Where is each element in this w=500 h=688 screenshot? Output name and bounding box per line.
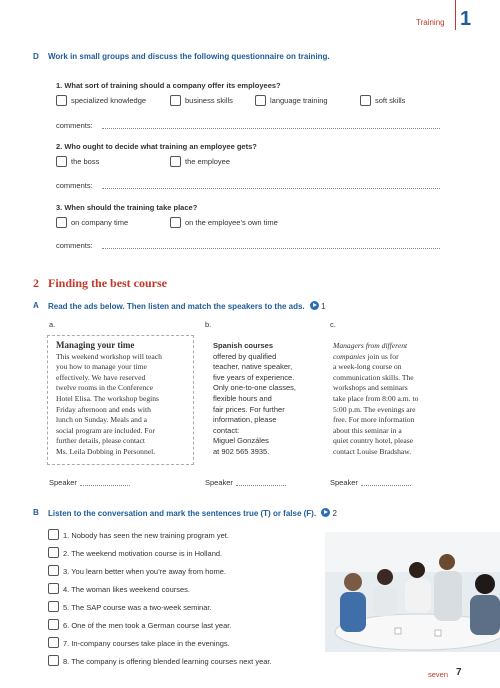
statement-8: 8. The company is offering blended learning courses next year. bbox=[63, 657, 272, 666]
section-title: Finding the best course bbox=[48, 276, 168, 290]
ad-a-line: effectively. We have reserved bbox=[56, 372, 146, 382]
exercise-d-letter: D bbox=[33, 52, 39, 61]
ad-c-title-word: companies bbox=[333, 351, 366, 361]
ad-c-line: communication skills. The bbox=[333, 372, 414, 382]
statement-5: 5. The SAP course was a two-week seminar. bbox=[63, 603, 212, 612]
section-header-title: Training bbox=[416, 18, 445, 27]
tf-checkbox-2[interactable] bbox=[48, 547, 59, 558]
footer-page-word: seven bbox=[428, 670, 449, 679]
meeting-photo bbox=[325, 532, 500, 652]
ad-b-line: at 902 565 3935. bbox=[213, 446, 270, 456]
speaker-answer-a[interactable] bbox=[80, 485, 130, 486]
statement-6: 6. One of the men took a German course last year. bbox=[63, 621, 232, 630]
comments-line-2[interactable] bbox=[102, 188, 440, 189]
ad-c-line: workshops and seminars bbox=[333, 383, 408, 393]
track-number: 2 bbox=[332, 509, 337, 518]
tf-checkbox-4[interactable] bbox=[48, 583, 59, 594]
ad-b-line: five years of experience. bbox=[213, 372, 295, 382]
ad-label-b: b. bbox=[205, 320, 212, 329]
ad-c-line: a week-long course on bbox=[333, 362, 402, 372]
option-label: the employee bbox=[185, 157, 231, 166]
tf-checkbox-7[interactable] bbox=[48, 637, 59, 648]
ad-a-line: lunch on Sunday. Meals and a bbox=[56, 415, 148, 425]
option-label: the boss bbox=[71, 157, 100, 166]
statement-2: 2. The weekend motivation course is in Holland. bbox=[63, 549, 223, 558]
option-label: language training bbox=[270, 96, 328, 105]
ad-c bbox=[333, 341, 473, 458]
tf-checkbox-6[interactable] bbox=[48, 619, 59, 630]
tf-checkbox-8[interactable] bbox=[48, 655, 59, 666]
ad-a bbox=[56, 340, 196, 458]
comments-line-3[interactable] bbox=[102, 248, 440, 249]
ad-b-line: Miguel Gonzáles bbox=[213, 436, 269, 446]
ad-a-title: Managing your time bbox=[56, 340, 135, 350]
ad-c-line: free. For more information bbox=[333, 415, 415, 425]
statement-3: 3. You learn better when you’re away from home. bbox=[63, 567, 227, 576]
checkbox-language-training[interactable] bbox=[255, 95, 266, 106]
ad-a-line: Friday afternoon and ends with bbox=[56, 404, 151, 414]
ad-b-line: information, please bbox=[213, 415, 277, 425]
ad-c-line: take place from 8:00 a.m. to bbox=[333, 393, 419, 403]
ad-b-line: Only one-to-one classes, bbox=[213, 383, 296, 393]
ad-b-line: teacher, native speaker, bbox=[213, 362, 293, 372]
checkbox-specialized-knowledge[interactable] bbox=[56, 95, 67, 106]
tf-checkbox-3[interactable] bbox=[48, 565, 59, 576]
speaker-label-b: Speaker bbox=[205, 478, 233, 487]
meeting-photo-illustration bbox=[325, 532, 500, 652]
ad-a-line: Ms. Leila Dobbing in Personnel. bbox=[56, 446, 156, 456]
ad-a-line: Hotel Elisa. The workshop begins bbox=[56, 393, 159, 403]
speaker-answer-c[interactable] bbox=[361, 485, 411, 486]
exercise-b-letter: B bbox=[33, 508, 39, 517]
speaker-label-a: Speaker bbox=[49, 478, 77, 487]
comments-line-1[interactable] bbox=[102, 128, 440, 129]
ad-c-line: 5:00 p.m. The evenings are bbox=[333, 404, 416, 414]
question-3: 3. When should the training take place? bbox=[56, 203, 198, 212]
ad-a-line: further details, please contact bbox=[56, 436, 145, 446]
option-label: on the employee’s own time bbox=[185, 218, 278, 227]
footer-page-number: 7 bbox=[456, 667, 462, 678]
section-number: 2 bbox=[33, 276, 39, 290]
unit-number: 1 bbox=[460, 8, 472, 30]
ad-c-title-2 bbox=[333, 352, 473, 363]
speaker-label-c: Speaker bbox=[330, 478, 358, 487]
ad-c-line: about this seminar in a bbox=[333, 425, 402, 435]
comments-label: comments: bbox=[56, 121, 93, 130]
ad-b bbox=[213, 341, 323, 458]
checkbox-the-employee[interactable] bbox=[170, 156, 181, 167]
question-2: 2. Who ought to decide what training an employee gets? bbox=[56, 142, 257, 151]
audio-play-icon[interactable] bbox=[321, 508, 330, 517]
checkbox-the-boss[interactable] bbox=[56, 156, 67, 167]
ad-b-line: flexible hours and bbox=[213, 393, 272, 403]
ad-a-line: social program are included. For bbox=[56, 425, 155, 435]
exercise-a-instruction bbox=[48, 301, 326, 311]
question-1: 1. What sort of training should a company offer its employees? bbox=[56, 81, 281, 90]
audio-play-icon[interactable] bbox=[310, 301, 319, 310]
ad-b-line: contact: bbox=[213, 425, 240, 435]
checkbox-own-time[interactable] bbox=[170, 217, 181, 228]
exercise-a-text: Read the ads below. Then listen and match the speakers to the ads. bbox=[48, 302, 305, 311]
checkbox-company-time[interactable] bbox=[56, 217, 67, 228]
ad-b-line: fair prices. For further bbox=[213, 404, 285, 414]
ad-a-line: twelve rooms in the Conference bbox=[56, 383, 153, 393]
comments-label: comments: bbox=[56, 181, 93, 190]
speaker-answer-b[interactable] bbox=[236, 485, 286, 486]
statement-4: 4. The woman likes weekend courses. bbox=[63, 585, 191, 594]
ad-label-a: a. bbox=[49, 320, 56, 329]
ad-b-line: offered by qualified bbox=[213, 351, 277, 361]
exercise-d-instruction: Work in small groups and discuss the following questionnaire on training. bbox=[48, 52, 330, 61]
statement-7: 7. In-company courses take place in the evenings. bbox=[63, 639, 230, 648]
option-label: specialized knowledge bbox=[71, 96, 147, 105]
tf-checkbox-5[interactable] bbox=[48, 601, 59, 612]
exercise-b-text: Listen to the conversation and mark the sentences true (T) or false (F). bbox=[48, 509, 317, 518]
track-number: 1 bbox=[321, 302, 326, 311]
ad-c-title: Managers from different bbox=[333, 341, 408, 350]
option-label: business skills bbox=[185, 96, 233, 105]
header-divider bbox=[455, 0, 456, 30]
option-label: soft skills bbox=[375, 96, 406, 105]
statement-1: 1. Nobody has seen the new training program yet. bbox=[63, 531, 229, 540]
checkbox-business-skills[interactable] bbox=[170, 95, 181, 106]
comments-label: comments: bbox=[56, 241, 93, 250]
exercise-b-instruction bbox=[48, 508, 337, 518]
ad-b-title: Spanish courses bbox=[213, 341, 274, 350]
ad-c-line: quiet country hotel, please bbox=[333, 436, 414, 446]
checkbox-soft-skills[interactable] bbox=[360, 95, 371, 106]
option-label: on company time bbox=[71, 218, 129, 227]
ad-a-line: you how to manage your time bbox=[56, 362, 147, 372]
exercise-a-letter: A bbox=[33, 301, 39, 310]
tf-checkbox-1[interactable] bbox=[48, 529, 59, 540]
ad-a-line: This weekend workshop will teach bbox=[56, 351, 162, 361]
ad-c-title-rest: join us for bbox=[365, 351, 399, 361]
ad-label-c: c. bbox=[330, 320, 336, 329]
ad-c-line: contact Louise Bradshaw. bbox=[333, 446, 412, 456]
